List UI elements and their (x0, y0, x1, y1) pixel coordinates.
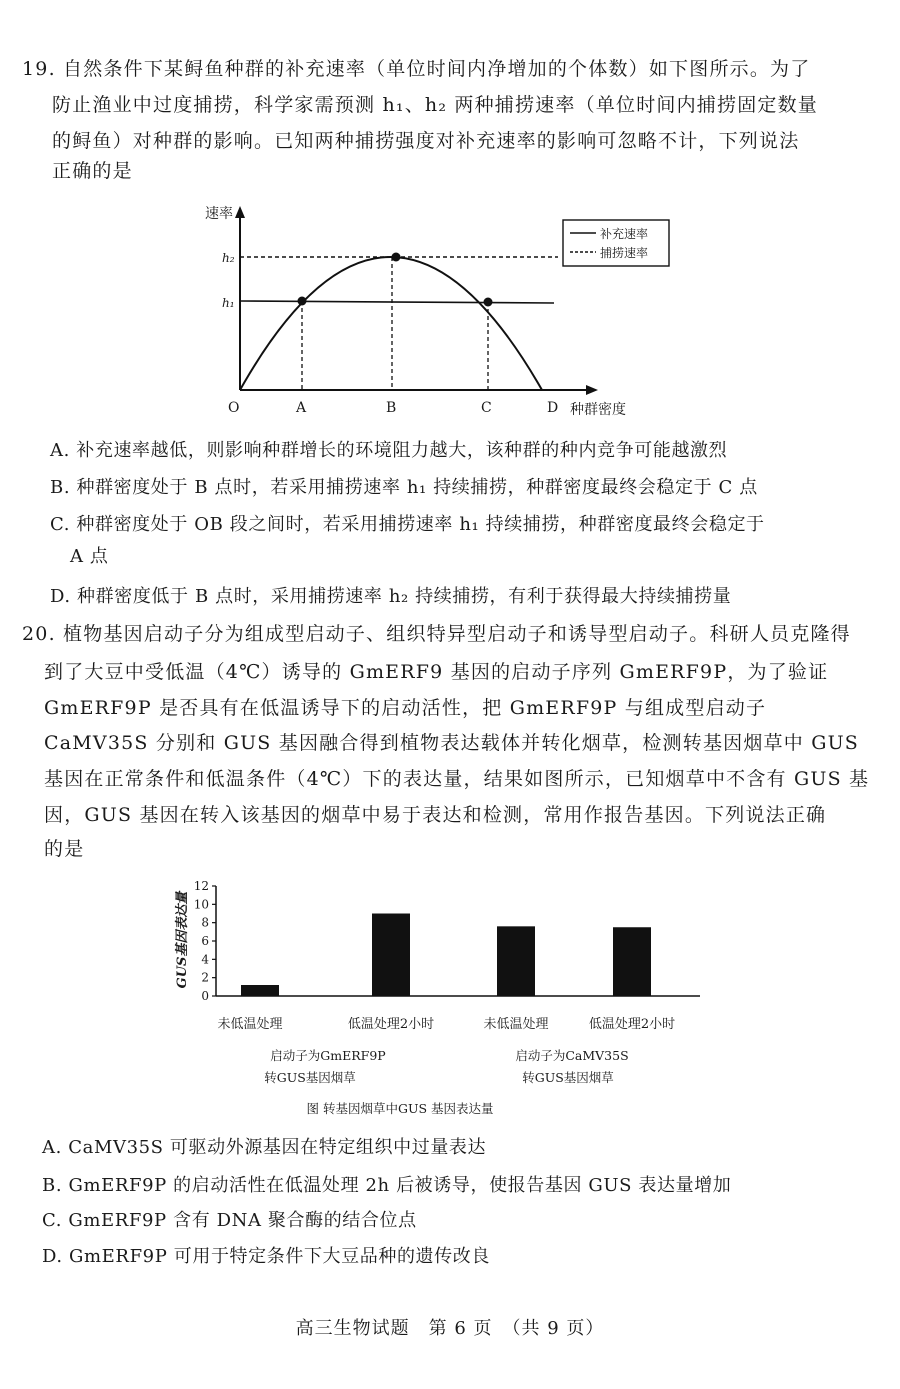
q19-line-2: 防止渔业中过度捕捞，科学家需预测 h₁、h₂ 两种捕捞速率（单位时间内捕捞固定数量 (52, 94, 818, 116)
q19-recruitment-curve (240, 257, 542, 390)
q20-group-2-line1: 启动子为CaMV35S (515, 1048, 629, 1063)
q20-line-1: 20. 植物基因启动子分为组成型启动子、组织特异型启动子和诱导型启动子。科研人员克隆得 (22, 623, 851, 645)
q20-category-1: 未低温处理 (217, 1017, 283, 1032)
q20-line-7: 的是 (44, 838, 85, 860)
q19-xtick-b: B (386, 400, 397, 416)
q20-group-2-line2: 转GUS基因烟草 (522, 1070, 614, 1085)
q20-line-6: 因，GUS 基因在转入该基因的烟草中易于表达和检测，常用作报告基因。下列说法正确 (44, 804, 827, 826)
q20-ytick-label: 6 (201, 934, 209, 948)
q20-option-d: D. GmERF9P 可用于特定条件下大豆品种的遗传改良 (42, 1246, 490, 1267)
q19-xtick-a: A (296, 400, 307, 416)
q19-line-4: 正确的是 (52, 160, 133, 182)
q20-ytick-label: 2 (201, 970, 209, 985)
q19-y-arrow (235, 206, 245, 218)
q19-ytick-h2: h₂ (222, 251, 235, 265)
q19-x-arrow (586, 385, 598, 395)
q20-bar-4 (613, 927, 651, 996)
q20-line-3: GmERF9P 是否具有在低温诱导下的启动活性，把 GmERF9P 与组成型启动子 (44, 697, 767, 719)
q20-line-4: CaMV35S 分别和 GUS 基因融合得到植物表达载体并转化烟草，检测转基因烟草中 GUS (44, 732, 860, 754)
q20-option-c: C. GmERF9P 含有 DNA 聚合酶的结合位点 (42, 1210, 417, 1231)
q20-option-b: B. GmERF9P 的启动活性在低温处理 2h 后被诱导，使报告基因 GUS 表达量增加 (42, 1175, 732, 1196)
q19-legend-harvest: 捕捞速率 (600, 246, 649, 260)
q20-chart-caption: 图 转基因烟草中GUS 基因表达量 (306, 1101, 494, 1116)
q19-origin-label: O (228, 400, 240, 416)
q20-category-2: 低温处理2小时 (347, 1017, 435, 1032)
q19-point-c (484, 298, 493, 307)
q20-bar-3 (497, 926, 535, 996)
q19-xtick-d: D (547, 400, 559, 416)
q19-option-c-cont: A 点 (70, 546, 109, 567)
q19-ylabel: 速率 (205, 206, 233, 222)
q20-option-a: A. CaMV35S 可驱动外源基因在特定组织中过量表达 (42, 1137, 487, 1158)
q19-xlabel: 种群密度 (570, 402, 626, 418)
q20-category-4: 低温处理2小时 (588, 1017, 676, 1032)
q19-line-1: 19. 自然条件下某鲟鱼种群的补充速率（单位时间内净增加的个体数）如下图所示。为了 (22, 58, 811, 80)
q19-legend-recruitment: 补充速率 (600, 227, 649, 241)
q20-category-3: 未低温处理 (483, 1017, 549, 1032)
q20-bar-chart (160, 870, 720, 1125)
q20-group-1-line1: 启动子为GmERF9P (270, 1048, 386, 1063)
q19-point-a (298, 297, 307, 306)
q20-line-5: 基因在正常条件和低温条件（4℃）下的表达量，结果如图所示，已知烟草中不含有 GUS 基 (44, 768, 870, 790)
q20-bar-2 (372, 914, 410, 997)
q19-option-d: D. 种群密度低于 B 点时，采用捕捞速率 h₂ 持续捕捞，有利于获得最大持续捕捞量 (50, 586, 732, 607)
q20-ytick-label: 10 (193, 897, 209, 912)
q19-ytick-h1: h₁ (222, 296, 235, 310)
q19-line-3: 的鲟鱼）对种群的影响。已知两种捕捞强度对补充速率的影响可忽略不计，下列说法 (52, 130, 800, 152)
q20-ytick-label: 4 (201, 952, 209, 967)
q19-option-a: A. 补充速率越低，则影响种群增长的环境阻力越大，该种群的种内竞争可能越激烈 (50, 440, 728, 461)
q20-group-1-line2: 转GUS基因烟草 (264, 1070, 356, 1085)
q19-point-b (392, 253, 401, 262)
q19-option-c: C. 种群密度处于 OB 段之间时，若采用捕捞速率 h₁ 持续捕捞，种群密度最终会稳定于 (50, 514, 765, 535)
q20-line-2: 到了大豆中受低温（4℃）诱导的 GmERF9 基因的启动子序列 GmERF9P，为了验证 (44, 661, 829, 683)
q20-ylabel: GUS基因表达量 (175, 891, 190, 989)
q19-option-b: B. 种群密度处于 B 点时，若采用捕捞速率 h₁ 持续捕捞，种群密度最终会稳定于 C 点 (50, 477, 758, 498)
q19-xtick-c: C (481, 400, 492, 416)
q20-ytick-label: 12 (193, 879, 209, 893)
q20-ytick-label: 0 (201, 989, 209, 1003)
q19-curve-figure (190, 200, 680, 426)
page-footer: 高三生物试题 第 6 页 （共 9 页） (295, 1318, 605, 1339)
q20-ytick-label: 8 (201, 915, 209, 930)
q19-h1-solid-line (240, 301, 554, 303)
q20-bar-1 (241, 985, 279, 996)
